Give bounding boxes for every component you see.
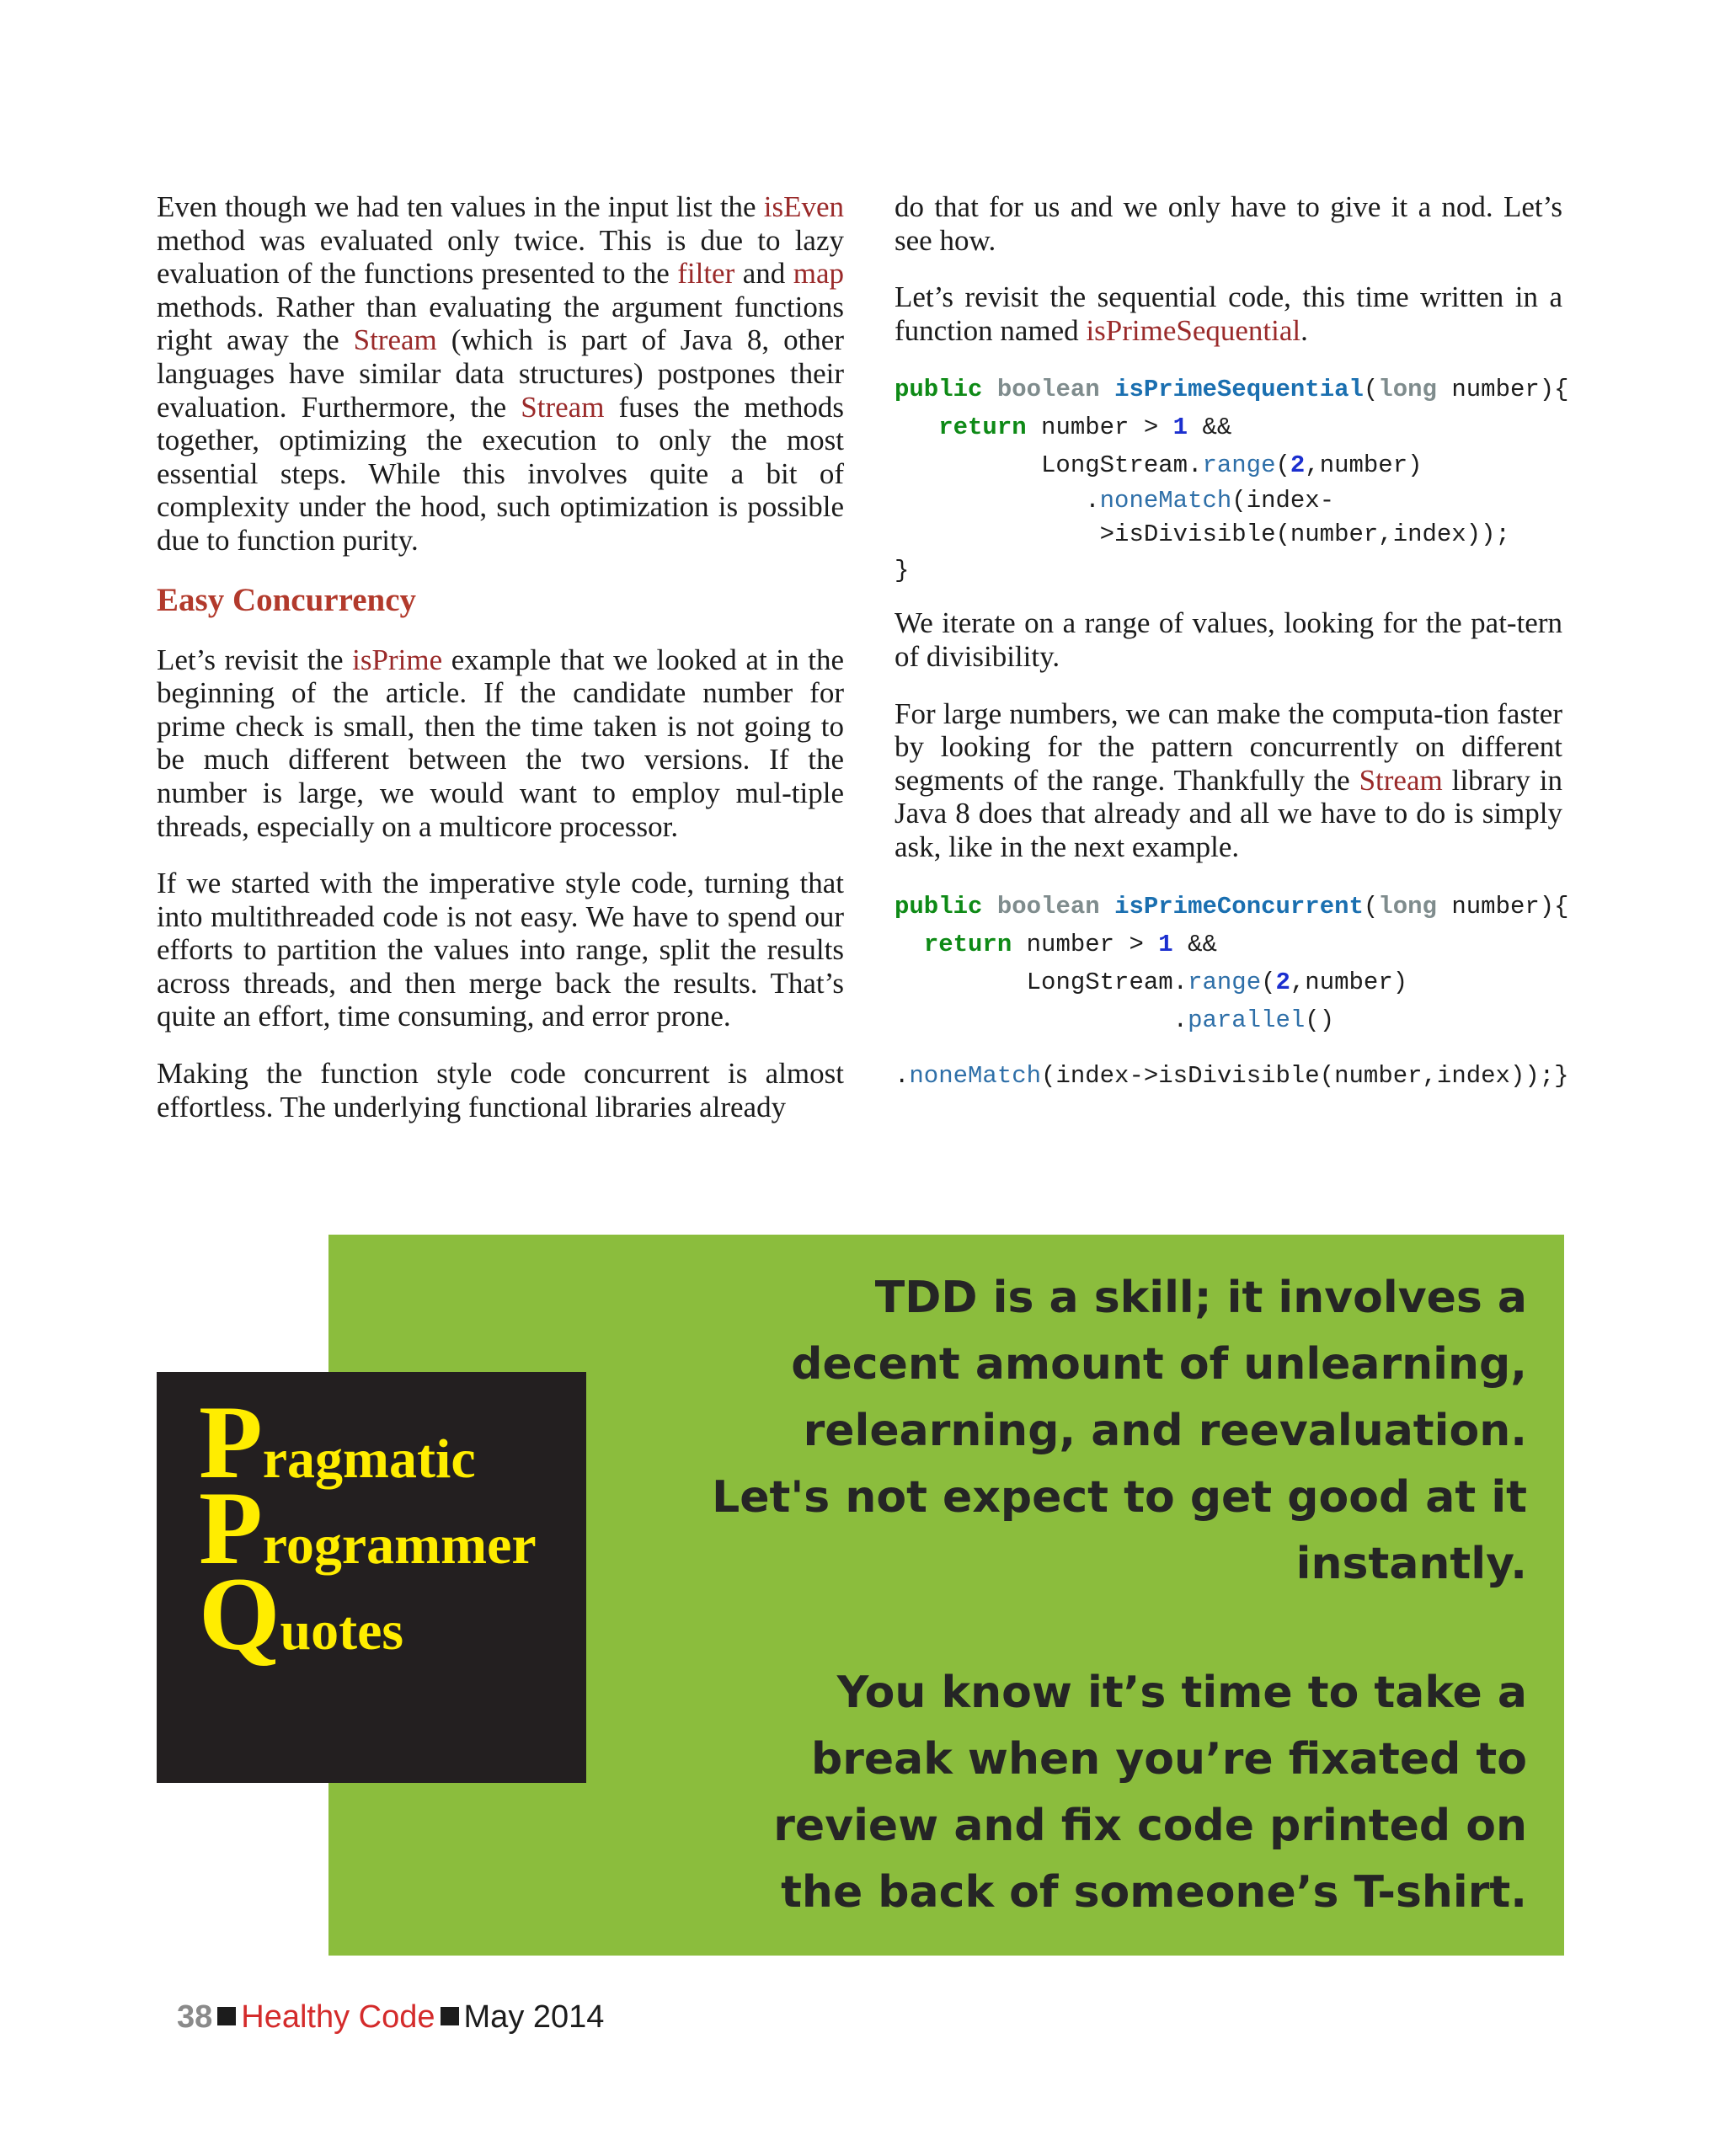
ppq-logo-line: Quotes [199,1556,404,1672]
paragraph-sequential: Let’s revisit the sequential code, this time written in a function named isPrimeSequential. [895,280,1562,347]
code-term-isprime: isPrime [352,643,443,676]
quote-line: You know it’s time to take a [836,1668,1527,1718]
code-term-map: map [793,257,844,291]
quote-line: TDD is a skill; it involves a [874,1273,1527,1323]
paragraph-isprime: Let’s revisit the isPrime example that we looked at in the beginning of the article. If the candidate number for prime check is small, then the time taken is not going to be much different between the two versions. If the number is large, we would want to employ mul-tiple threads, especially on a multicore processor. [157,643,844,843]
square-bullet-icon [441,2007,459,2025]
paragraph-lazy-evaluation: Even though we had ten values in the input list the isEven method was evaluated only twice. This is due to lazy evaluation of the functions presented to the filter and map methods. Rather than evaluating the argument functions right away the Stream (which is part of Java 8, other languages have similar data structures) postpones their evaluation. Furthermore, the Stream fuses the methods together, optimizing the execution to only the most essential steps. While this involves quite a bit of complexity under the hood, such optimization is possible due to function purity. [157,190,845,557]
paragraph-imperative: If we started with the imperative style code, turning that into multithreaded code is not easy. We have to spend our efforts to partition the values into range, split the results across threads, and then merge back the results. That’s quite an effort, time consuming, and error prone. [157,867,844,1033]
quote-line: Let's not expect to get good at it [712,1472,1527,1523]
quote-text [668,1265,1527,1926]
code-term-iseven: isEven [763,190,844,223]
code-term-stream: Stream [521,390,605,424]
ppq-logo-box [157,1372,586,1783]
code-term-isprimesequential: isPrimeSequential [1086,313,1301,347]
left-column [157,190,844,1147]
ppq-logo-line: Programmer [199,1470,537,1586]
quote-line: break when you’re fixated to [811,1734,1527,1785]
paragraph-functional: Making the function style code concurrent is almost effortless. The underlying functional libraries already [157,1057,844,1123]
code-term-stream: Stream [353,323,437,357]
quote-line: review and fix code printed on [773,1801,1527,1851]
magazine-name: Healthy Code [241,1999,435,2035]
code-block-concurrent-tail: .noneMatch(index->isDivisible(number,index));} [895,1061,1569,1090]
page-number: 38 [177,1999,213,2035]
code-term-stream: Stream [1359,763,1443,797]
paragraph-large-numbers: For large numbers, we can make the computa-tion faster by looking for the pattern concurrently on different segments of the range. Thankfully the Stream library in Java 8 does that already and all we have to do is simply ask, like in the next example. [895,696,1562,863]
paragraph-nod: do that for us and we only have to give it a nod. Let’s see how. [895,190,1562,257]
code-block-concurrent: public boolean isPrimeConcurrent(long number){ return number > 1 && LongStream.range(2,number) .parallel() [895,892,1569,1034]
ppq-logo-line: Pragmatic [199,1385,476,1500]
quote-line: instantly. [1295,1539,1527,1589]
quote-line: relearning, and reevaluation. [803,1406,1527,1456]
issue-date: May 2014 [463,1999,605,2035]
page-footer [177,1998,604,2036]
square-bullet-icon [217,2007,236,2025]
code-term-filter: filter [677,257,735,291]
section-heading: Easy Concurrency [157,581,417,618]
quote-line: the back of someone’s T-shirt. [781,1867,1527,1918]
right-column [895,190,1569,1091]
code-block-sequential: public boolean isPrimeSequential(long number){ return number > 1 && LongStream.range(2,number) .noneMatch(index- >isDivisible(number,index)); } [895,376,1569,585]
paragraph-iterate: We iterate on a range of values, looking for the pat-tern of divisibility. [895,606,1562,673]
quote-line: decent amount of unlearning, [791,1339,1527,1390]
